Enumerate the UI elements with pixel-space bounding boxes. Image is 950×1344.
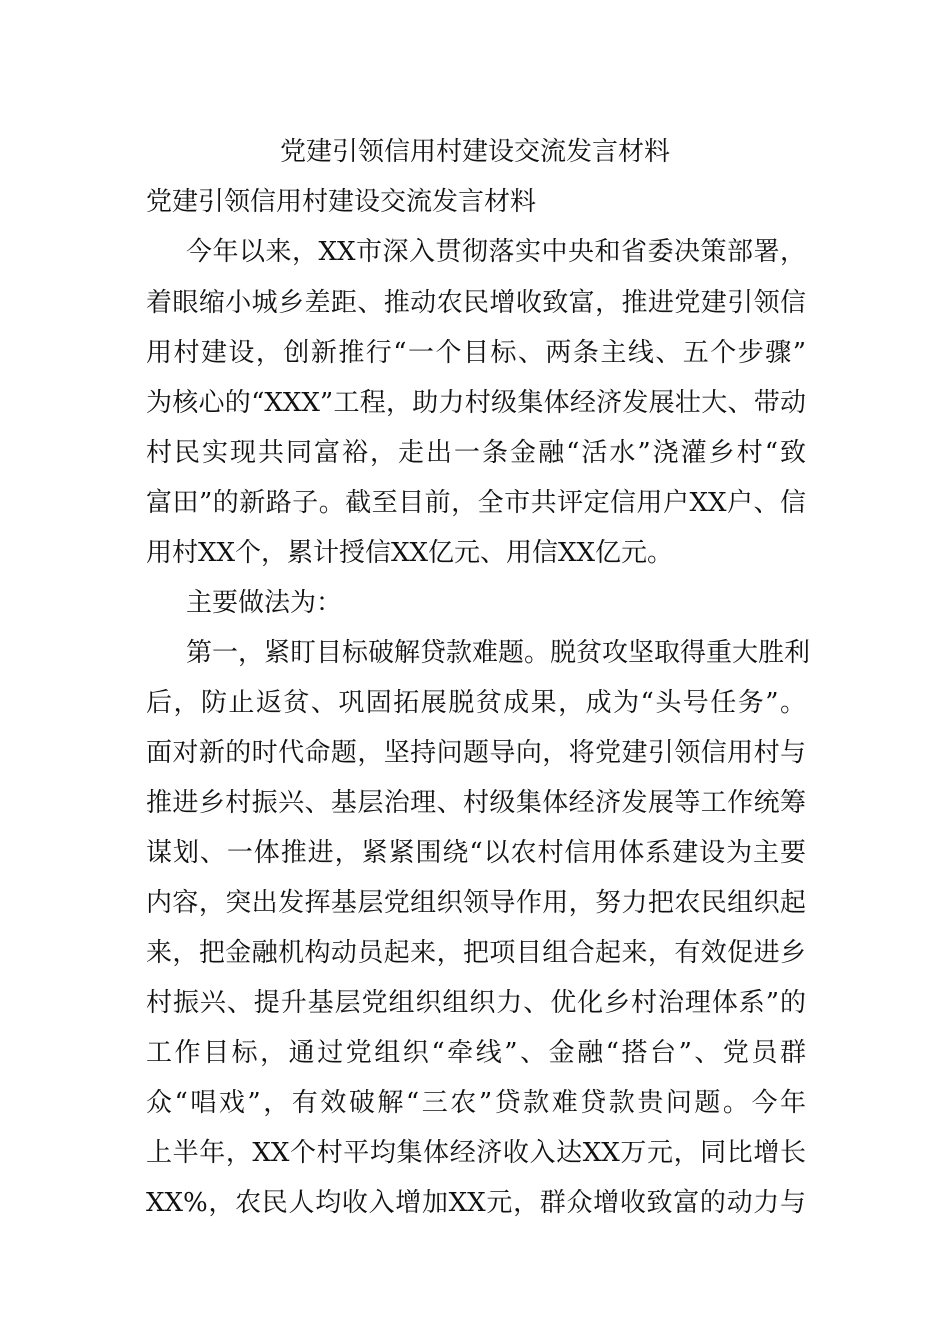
paragraph-line: 富田”的新路子。截至目前，全市共评定信用户XX户、信: [146, 488, 806, 518]
document-title: 党建引领信用村建设交流发言材料: [279, 137, 670, 167]
paragraph-line: 内容，突出发挥基层党组织领导作用，努力把农民组织起: [146, 888, 806, 918]
paragraph-line: 用村建设，创新推行“一个目标、两条主线、五个步骤”: [146, 338, 806, 368]
paragraph-line: 上半年，XX个村平均集体经济收入达XX万元，同比增长: [146, 1138, 806, 1168]
paragraph-line: 后，防止返贫、巩固拓展脱贫成果，成为“头号任务”。: [146, 688, 806, 718]
paragraph-line: 村振兴、提升基层党组织组织力、优化乡村治理体系”的: [146, 988, 806, 1018]
paragraph-line: 众“唱戏”，有效破解“三农”贷款难贷款贵问题。今年: [146, 1088, 806, 1118]
paragraph-line: XX%，农民人均收入增加XX元，群众增收致富的动力与: [146, 1188, 806, 1218]
paragraph-line: 着眼缩小城乡差距、推动农民增收致富，推进党建引领信: [146, 288, 806, 318]
paragraph-line: 工作目标，通过党组织“牵线”、金融“搭台”、党员群: [146, 1038, 806, 1068]
paragraph-line: 谋划、一体推进，紧紧围绕“以农村信用体系建设为主要: [146, 838, 806, 868]
paragraph-line: 村民实现共同富裕，走出一条金融“活水”浇灌乡村“致: [146, 438, 806, 468]
document-subtitle: 党建引领信用村建设交流发言材料: [146, 187, 537, 217]
paragraph-line: 推进乡村振兴、基层治理、村级集体经济发展等工作统筹: [146, 788, 806, 818]
section-intro: 主要做法为：: [186, 588, 343, 618]
paragraph-line: 用村XX个，累计授信XX亿元、用信XX亿元。: [146, 538, 674, 568]
paragraph-line: 为核心的“XXX”工程，助力村级集体经济发展壮大、带动: [146, 388, 806, 418]
paragraph-line: 来，把金融机构动员起来，把项目组合起来，有效促进乡: [146, 938, 806, 968]
paragraph-line: 今年以来，XX市深入贯彻落实中央和省委决策部署，: [186, 237, 806, 267]
paragraph-line: 面对新的时代命题，坚持问题导向，将党建引领信用村与: [146, 738, 806, 768]
paragraph-line: 第一，紧盯目标破解贷款难题。脱贫攻坚取得重大胜利: [186, 638, 811, 668]
